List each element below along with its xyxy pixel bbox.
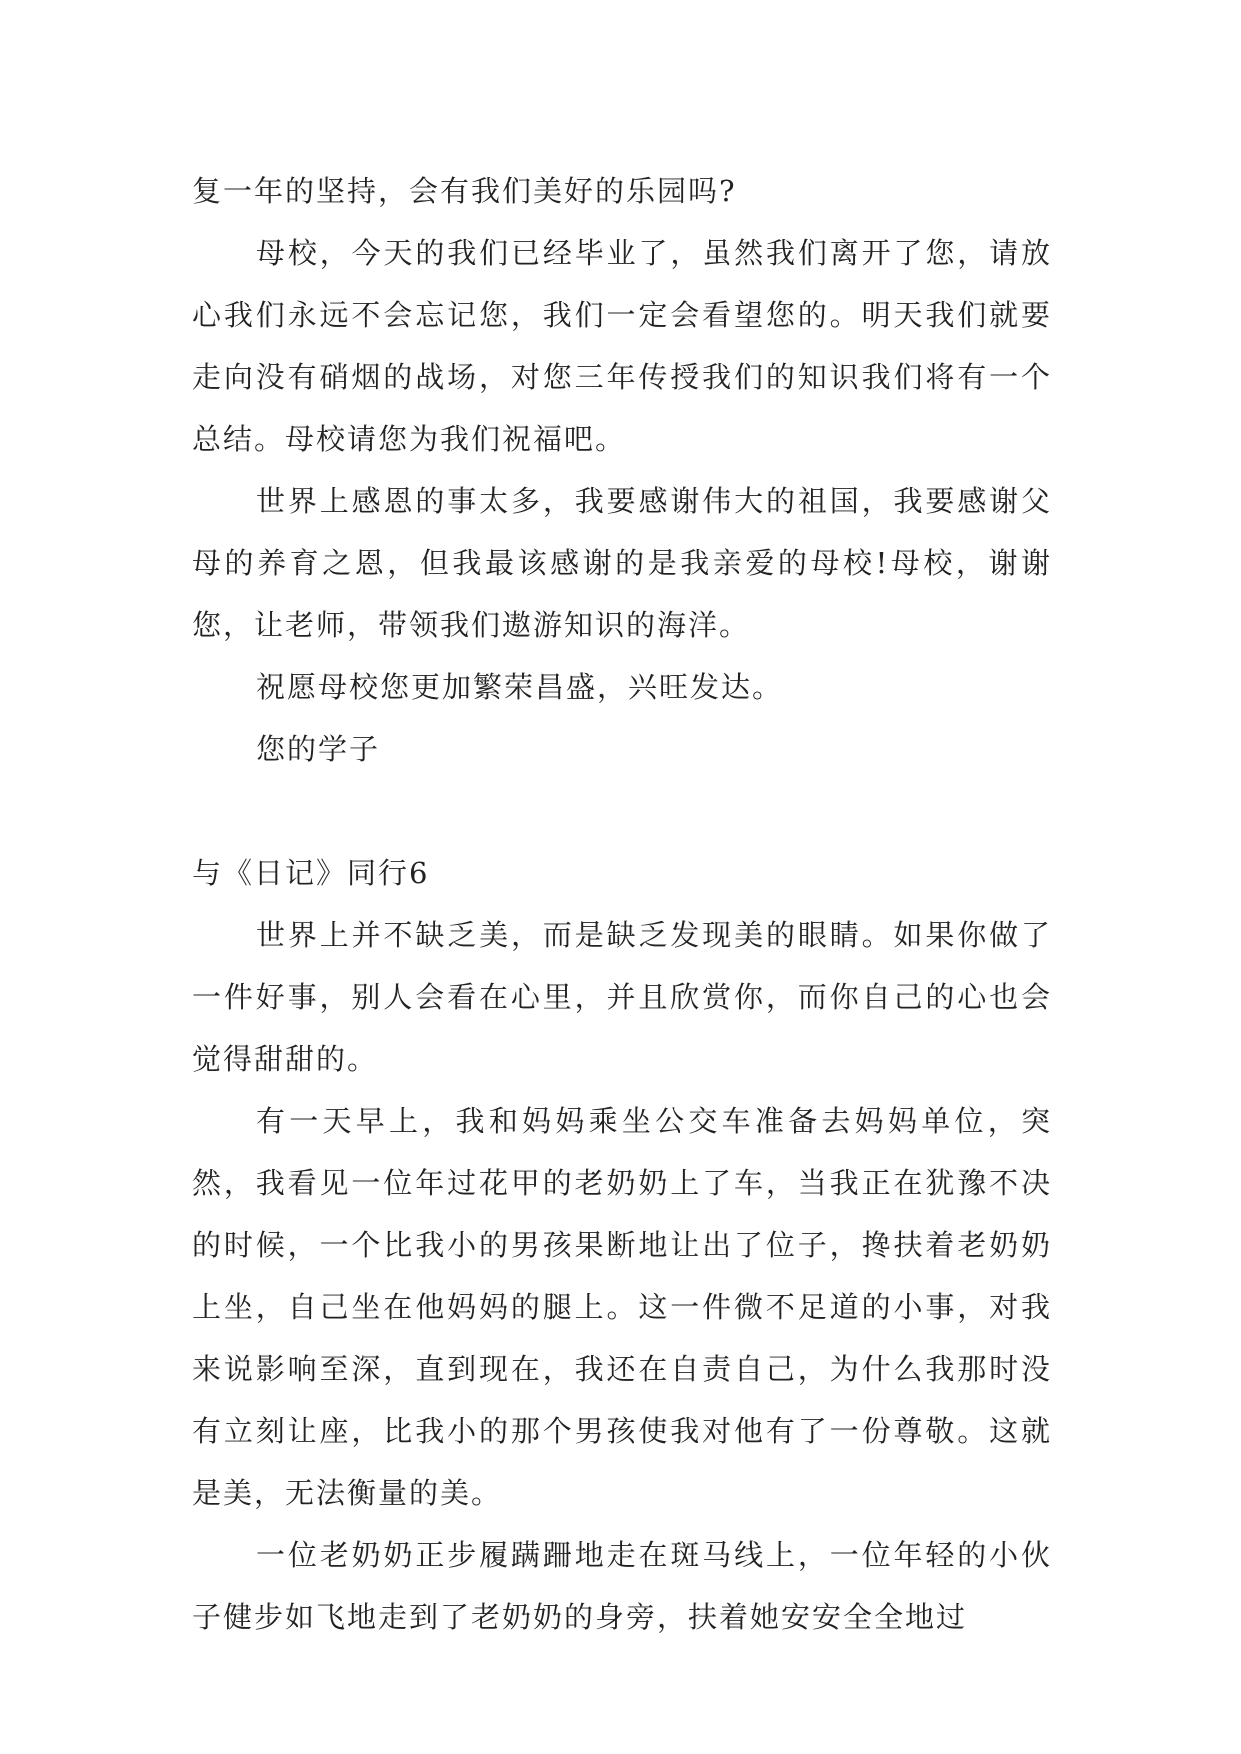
- paragraph-bus-story: 有一天早上，我和妈妈乘坐公交车准备去妈妈单位，突然，我看见一位年过花甲的老奶奶上了车，当我正在犹豫不决的时候，一个比我小的男孩果断地让出了位子，搀扶着老奶奶上坐，自己坐在他妈妈的腿上。这一件微不足道的小事，对我来说影响至深，直到现在，我还在自责自己，为什么我那时没有立刻让座，比我小的那个男孩使我对他有了一份尊敬。这就是美，无法衡量的美。: [192, 1104, 1052, 1510]
- paragraph-gratitude: 世界上感恩的事太多，我要感谢伟大的祖国，我要感谢父母的养育之恩，但我最该感谢的是我亲爱的母校!母校，谢谢您，让老师，带领我们遨游知识的海洋。: [192, 484, 1052, 642]
- paragraph-continuation: 复一年的坚持，会有我们美好的乐园吗?: [192, 174, 737, 208]
- paragraph-wishes: 祝愿母校您更加繁荣昌盛，兴旺发达。: [256, 670, 784, 704]
- paragraph-beauty-intro: 世界上并不缺乏美，而是缺乏发现美的眼睛。如果你做了一件好事，别人会看在心里，并且欣赏你，而你自己的心也会觉得甜甜的。: [192, 918, 1052, 1076]
- document-body: [192, 160, 1052, 1648]
- section-spacer: [192, 780, 1052, 842]
- section-title: 与《日记》同行6: [192, 856, 430, 890]
- signature-line: 您的学子: [256, 732, 381, 766]
- paragraph-crosswalk-story: 一位老奶奶正步履蹒跚地走在斑马线上，一位年轻的小伙子健步如飞地走到了老奶奶的身旁，扶着她安安全全地过: [192, 1538, 1052, 1634]
- paragraph-alma-mater-graduation: 母校，今天的我们已经毕业了，虽然我们离开了您，请放心我们永远不会忘记您，我们一定会看望您的。明天我们就要走向没有硝烟的战场，对您三年传授我们的知识我们将有一个总结。母校请您为我们祝福吧。: [192, 236, 1052, 456]
